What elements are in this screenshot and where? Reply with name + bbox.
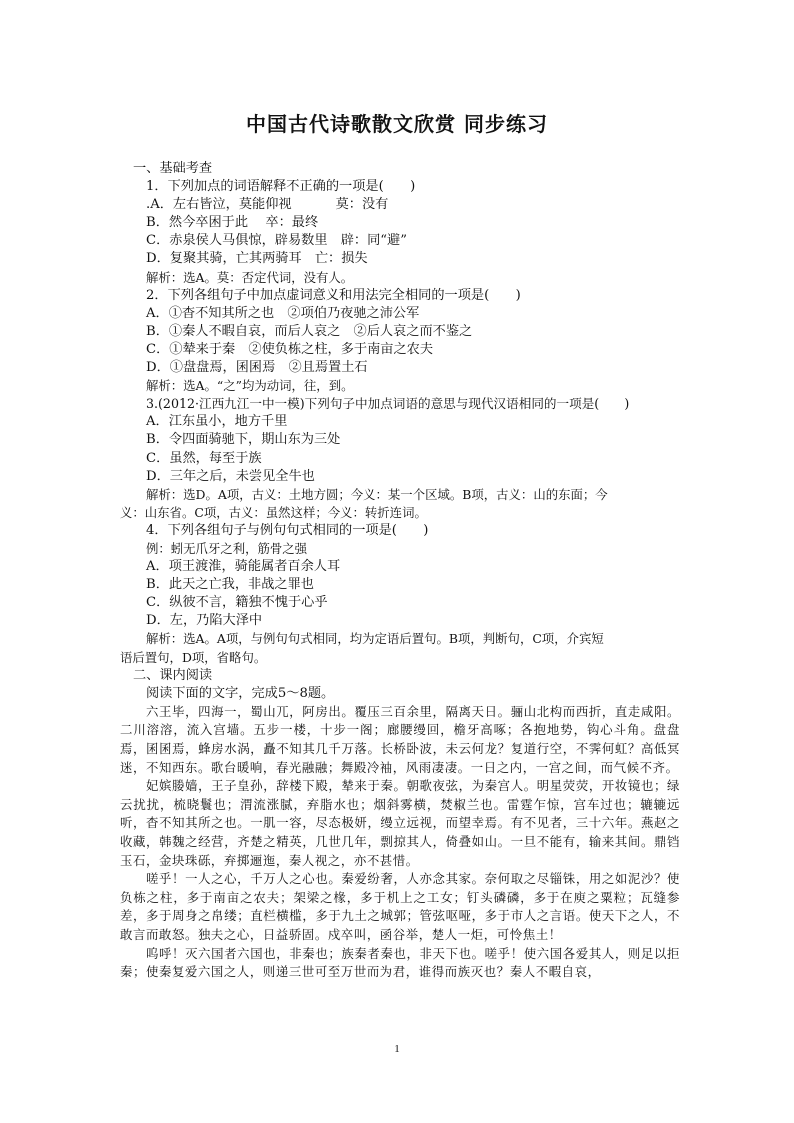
- question-1: [120, 178, 680, 287]
- answer-explanation-line-2: 语后置句，D项，省略句。: [120, 649, 267, 665]
- question-2: [120, 287, 680, 396]
- option-c: C．①辇来于秦 ②使负栋之柱，多于南亩之农夫: [146, 341, 434, 357]
- answer-explanation: 解析：选A。“之”均为动词，往，到。: [146, 378, 354, 394]
- question-3: [120, 395, 680, 522]
- option-a: A．①杳不知其所之也 ②项伯乃夜驰之沛公军: [146, 305, 420, 321]
- passage-paragraph-4: 呜呼！灭六国者六国也，非秦也；族秦者秦也，非天下也。嗟乎！使六国各爱其人，则足以拒秦；使秦复爱六国之人，则递三世可至万世而为君，谁得而族灭也？秦人不暇自哀，: [120, 945, 680, 980]
- option-a: A．江东虽小，地方千里: [146, 414, 288, 430]
- answer-explanation-line-2: 义：山东省。C项，古义：虽然这样；今义：转折连词。: [120, 504, 427, 520]
- option-d: D．三年之后，未尝见全牛也: [146, 468, 315, 484]
- question-4: [120, 522, 680, 667]
- option-a-note: 莫：没有: [335, 197, 389, 213]
- example-sentence: 例：蚓无爪牙之利，筋骨之强: [146, 540, 308, 556]
- answer-explanation: 解析：选A。莫：否定代词，没有人。: [146, 269, 354, 285]
- option-a: A．项王渡淮，骑能属者百余人耳: [146, 559, 341, 575]
- option-d: D．①盘盘焉，囷囷焉 ②且焉置土石: [146, 360, 368, 376]
- passage-paragraph-3: 嗟乎！一人之心，千万人之心也。秦爱纷奢，人亦念其家。奈何取之尽锱铢，用之如泥沙？使负栋之柱，多于南亩之农夫；架梁之椽，多于机上之工女；钉头磷磷，多于在庾之粟粒；瓦缝参差，多于周身之帛缕；直栏横槛，多于九土之城郭；管弦呕哑，多于市人之言语。使天下之人，不敢言而敢怒。独夫之心，日益骄固。戍卒叫，函谷举，楚人一炬，可怜焦土！: [120, 871, 680, 942]
- option-a: [120, 196, 680, 214]
- reading-instructions: 阅读下面的文字，完成5～8题。: [146, 685, 335, 701]
- option-b: B．然今卒困于此 卒：最终: [146, 215, 319, 231]
- document-body: [120, 160, 680, 982]
- question-stem: 1．下列加点的词语解释不正确的一项是( ): [146, 179, 416, 195]
- option-d: D．左，乃陷大泽中: [146, 613, 263, 629]
- question-stem: 4．下列各组句子与例句句式相同的一项是( ): [146, 522, 429, 538]
- question-stem: 3.(2012·江西九江一中一模)下列句子中加点词语的意思与现代汉语相同的一项是( ): [146, 396, 630, 412]
- option-c: C．虽然，每至于族: [146, 450, 262, 466]
- option-c: C．赤泉侯人马俱惊，辟易数里 辟：同“避”: [146, 233, 407, 249]
- page-number: 1: [394, 1043, 400, 1055]
- option-d: D．复聚其骑，亡其两骑耳 亡：损失: [146, 251, 368, 267]
- passage-paragraph-2: 妃嫔媵嫱，王子皇孙，辞楼下殿，辇来于秦。朝歌夜弦，为秦宫人。明星荧荧，开妆镜也；绿云扰扰，梳晓鬟也；渭流涨腻，弃脂水也；烟斜雾横，焚椒兰也。雷霆乍惊，宫车过也；辘辘远听，杳不知其所之也。一肌一容，尽态极妍，缦立远视，而望幸焉。有不见者，三十六年。燕赵之收藏，韩魏之经营，齐楚之精英，几世几年，剽掠其人，倚叠如山。一旦不能有，输来其间。鼎铛玉石，金块珠砾，弃掷逦迤，秦人视之，亦不甚惜。: [120, 778, 680, 868]
- question-stem: 2．下列各组句子中加点虚词意义和用法完全相同的一项是( ): [146, 287, 521, 303]
- answer-explanation-line-1: 解析：选A。A项，与例句句式相同，均为定语后置句。B项，判断句，C项，介宾短: [146, 631, 604, 647]
- document-title: 中国古代诗歌散文欣赏 同步练习: [246, 112, 548, 136]
- answer-explanation-line-1: 解析：选D。A项，古义：土地方圆；今义：某一个区域。B项，古义：山的东面；今: [146, 486, 608, 502]
- option-b: B．①秦人不暇自哀，而后人哀之 ②后人哀之而不鉴之: [146, 323, 473, 339]
- option-b: B．此天之亡我，非战之罪也: [146, 577, 314, 593]
- option-b: B．令四面骑驰下，期山东为三处: [146, 432, 341, 448]
- reading-passage: [120, 703, 680, 982]
- option-a-text: .A．左右皆泣，莫能仰视: [146, 197, 292, 213]
- passage-paragraph-1: 六王毕，四海一，蜀山兀，阿房出。覆压三百余里，隔离天日。骊山北构而西折，直走咸阳。二川溶溶，流入宫墙。五步一楼，十步一阁；廊腰缦回，檐牙高啄；各抱地势，钩心斗角。盘盘焉，囷囷焉，蜂房水涡，矗不知其几千万落。长桥卧波，未云何龙？复道行空，不霁何虹？高低冥迷，不知西东。歌台暖响，春光融融；舞殿冷袖，风雨凄凄。一日之内，一宫之间，而气候不齐。: [120, 703, 680, 775]
- option-c: C．纵彼不言，籍独不愧于心乎: [146, 595, 328, 611]
- section-heading-basics: 一、基础考查: [133, 161, 213, 176]
- section-heading-reading: 二、课内阅读: [133, 667, 213, 683]
